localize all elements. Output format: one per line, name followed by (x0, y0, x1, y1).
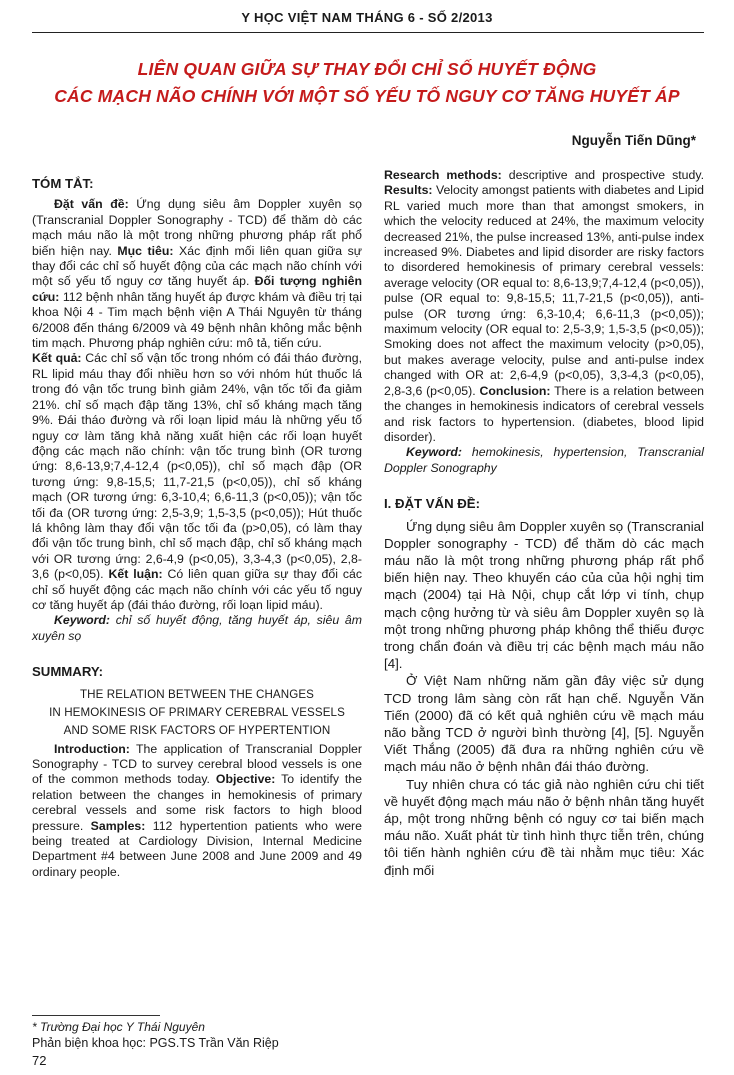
tomtat-keywords (32, 613, 362, 644)
label-research-methods: Research methods: (384, 168, 502, 182)
label-dat-van-de: Đặt vấn đề: (54, 197, 129, 212)
text: Các chỉ số vận tốc trong nhóm có đái tháo đường, RL lipid máu thay đổi nhiều hơn so với nhóm hút thuốc lá trong đó vận tốc trung bình giảm 24%, vận tốc tối đa giảm 21%. chỉ số mạch đập tăng 13%, chỉ số kháng mạch tăng 9%. Đái tháo đường và rối loạn lipid máu là những yếu tố nguy cơ làm tăng khả năng xuất hiện các rối loạn huyết động các mạch não chính: vận tốc trung bình (OR tương ứng: 8,6-13,9;7,4-12,4 (p<0,05)), chỉ số mạch đập (OR tương ứng: 9,8-15,5; 11,7-21,5 (p<0,05)), chỉ số kháng mạch (OR tương ứng: 6,3-10,4; 6,6-11,3 (p<0,05)); vận tốc tối đa (OR tương ứng: 2,5-3,9; 1,5-3,5 (p<0,05)); Hút thuốc lá không làm thay đổi vận tốc tối đa (p>0,05), có làm thay đổi vận tốc trung bình, chỉ số mạch đập, chỉ số kháng mạch với OR tương ứng: 2,6-4,9 (p<0,05), 3,3-4,3 (p<0,05), 2,8-3,6 (p<0,05). (32, 351, 362, 582)
reviewer-line: Phản biện khoa học: PGS.TS Trần Văn Riệp (32, 1036, 279, 1050)
summary-paragraph-2 (384, 168, 704, 445)
intro-paragraph-3: Tuy nhiên chưa có tác giả nào nghiên cứu chi tiết về huyết động mạch máu não ở bệnh nhân tăng huyết áp, một trong những bệnh có nguy cơ tai biến mạch máu não. Xuất phát từ tình hình thực tiễn trên, chúng tôi tiến hành nghiên cứu đề tài nhằm mục tiêu: Xác định mối (384, 776, 704, 878)
label-introduction: Introduction: (54, 741, 130, 756)
left-column (32, 168, 362, 880)
label-muc-tieu: Mục tiêu: (117, 243, 174, 258)
intro-paragraph-2: Ở Việt Nam những năm gần đây việc sử dụng TCD trong lâm sàng còn rất hạn chế. Nguyễn Văn Tiến (2000) đã có kết quả nghiên cứu về mạch máu não bằng TCD ở người bình thường [4], [5]. Nguyễn Viết Thắng (2005) đã đưa ra những nghiên cứu về mạch máu não ở bệnh nhân đái tháo đường. (384, 673, 704, 775)
label-conclusion: Conclusion: (479, 383, 551, 398)
summary-paragraph-1 (32, 742, 362, 881)
intro-body (384, 518, 704, 879)
summary-keywords (384, 445, 704, 476)
summary-title (32, 686, 362, 740)
text: chỉ số huyết động, tăng huyết áp, siêu âm xuyên sọ (32, 613, 362, 643)
author-name: Nguyễn Tiến Dũng* (571, 133, 696, 148)
text: descriptive and prospective study. (501, 168, 704, 182)
label-ket-luan: Kết luận: (108, 567, 163, 582)
summary-heading: SUMMARY: (32, 664, 104, 680)
title-line-2: CÁC MẠCH NÃO CHÍNH VỚI MỘT SỐ YẾU TỐ NGUY CƠ TĂNG HUYẾT ÁP (54, 86, 680, 106)
intro-heading: I. ĐẶT VẤN ĐỀ: (384, 496, 480, 512)
text: Xác định mối liên quan giữa sự thay đổi các chỉ số huyết động của các mạch não chính với một số yếu tố nguy cơ tăng huyết áp. (32, 243, 362, 289)
title-line-1: LIÊN QUAN GIỮA SỰ THAY ĐỔI CHỈ SỐ HUYẾT ĐỘNG (137, 59, 597, 79)
label-objective: Objective: (215, 772, 276, 787)
text: To identify the relation between the changes in hemokinesis of primary cerebral vessels and some risk factors to high blood pressure. (32, 772, 362, 833)
tomtat-heading: TÓM TẮT: (32, 176, 94, 191)
page-number: 72 (32, 1053, 47, 1068)
label-results: Results: (384, 183, 433, 198)
text: hemokinesis, hypertension, Transcranial Doppler Sonography (384, 445, 704, 475)
label-ket-qua: Kết quả: (32, 351, 82, 366)
intro-paragraph-1: Ứng dụng siêu âm Doppler xuyên sọ (Transcranial Doppler sonography - TCD) để thăm dò các mạch máu não là một trong những phương pháp rất phổ biến hiện nay. Theo khuyến cáo của của hội nghị tim mạch (2004) tại Hà Nội, chụp cắt lớp vi tính, chụp mạch cộng hưởng từ và siêu âm Doppler xuyên sọ là một trong những phương pháp không thể thiếu được trong chẩn đoán và điều trị các bệnh mạch máu não [4]. (384, 518, 704, 672)
label-keyword: Keyword: (406, 445, 463, 460)
summary-title-line-1: THE RELATION BETWEEN THE CHANGES (79, 687, 315, 701)
label-keyword: Keyword: (54, 613, 111, 628)
footnote: * Trường Đại học Y Thái Nguyên (32, 1020, 205, 1034)
text: Ứng dụng siêu âm Doppler xuyên sọ (Transcranial Doppler Sonography - TCD) để thăm dò các mạch máu não là một trong những phương pháp rất phổ biến hiện nay. (32, 197, 362, 258)
text: 112 bệnh nhân tăng huyết áp được khám và điều trị tại khoa Nội 4 - Tim mạch bệnh viện A Thái Nguyên từ tháng 6/2008 đến tháng 6/2009 và 49 bệnh nhân không mắc bệnh tim mạch. Phương pháp nghiên cứu: mô tả, tiến cứu. (32, 289, 362, 351)
text: The application of Transcranial Doppler Sonography - TCD to survey cerebral blood vessels is one of the common methods today. (32, 741, 362, 787)
summary-title-line-3: AND SOME RISK FACTORS OF HYPERTENTION (63, 723, 331, 737)
text: 112 hypertention patients who were being treated at Cardiology Division, Internal Medicine Department #4 between June 2008 and June 2009 and 49 ordinary people. (32, 818, 362, 879)
label-doi-tuong: Đối tượng nghiên cứu: (32, 274, 362, 304)
tomtat-paragraph-1 (32, 197, 362, 351)
header-rule (32, 32, 704, 33)
text: Velocity amongst patients with diabetes and Lipid RL varied much more than that amongst smokers, in which the velocity reduced at 24%, the maximum velocity decreased 21%, the pulse increased 13%, anti-pulse index increased 9%. Diabetes and lipid disorder are risky factors to disordered hemokinesis of primary cerebral vessels: average velocity (OR equal to: 8,6-13,9;7,4-12,4 (p<0,05)), pulse (OR equal to: 9,8-15,5; 11,7-21,5 (p<0,05)), anti-pulse (OR tương ứng: 6,3-10,4; 6,6-11,3 (p<0,05)); maximum velocity (OR equal to: 2,5-3,9; 1,5-3,5 (p<0,05)); Smoking does not affect the maximum velocity (p>0,05), but makes average velocity, pulse and anti-pulse index changed with OR at: 2,6-4,9 (p<0,05), 3,3-4,3 (p<0,05), 2,8-3,6 (p<0,05). (384, 183, 704, 398)
tomtat-paragraph-2 (32, 351, 362, 613)
label-samples: Samples: (90, 818, 146, 833)
text: Có liên quan giữa sự thay đổi các chỉ số huyết động các mạch não chính với các yếu tố nguy cơ tăng huyết áp (đái tháo đường, rối loạn lipid máu). (32, 567, 362, 612)
journal-header: Y HỌC VIỆT NAM THÁNG 6 - SỐ 2/2013 (241, 10, 493, 25)
right-column (384, 168, 704, 879)
article-title (40, 56, 694, 110)
text: There is a relation between the changes in hemokinesis indicators of cerebral vessels and risk factors to hypertension. (diabetes, blood lipid disorder). (384, 383, 704, 444)
summary-title-line-2: IN HEMOKINESIS OF PRIMARY CEREBRAL VESSELS (49, 705, 345, 719)
footnote-rule (32, 1015, 160, 1016)
